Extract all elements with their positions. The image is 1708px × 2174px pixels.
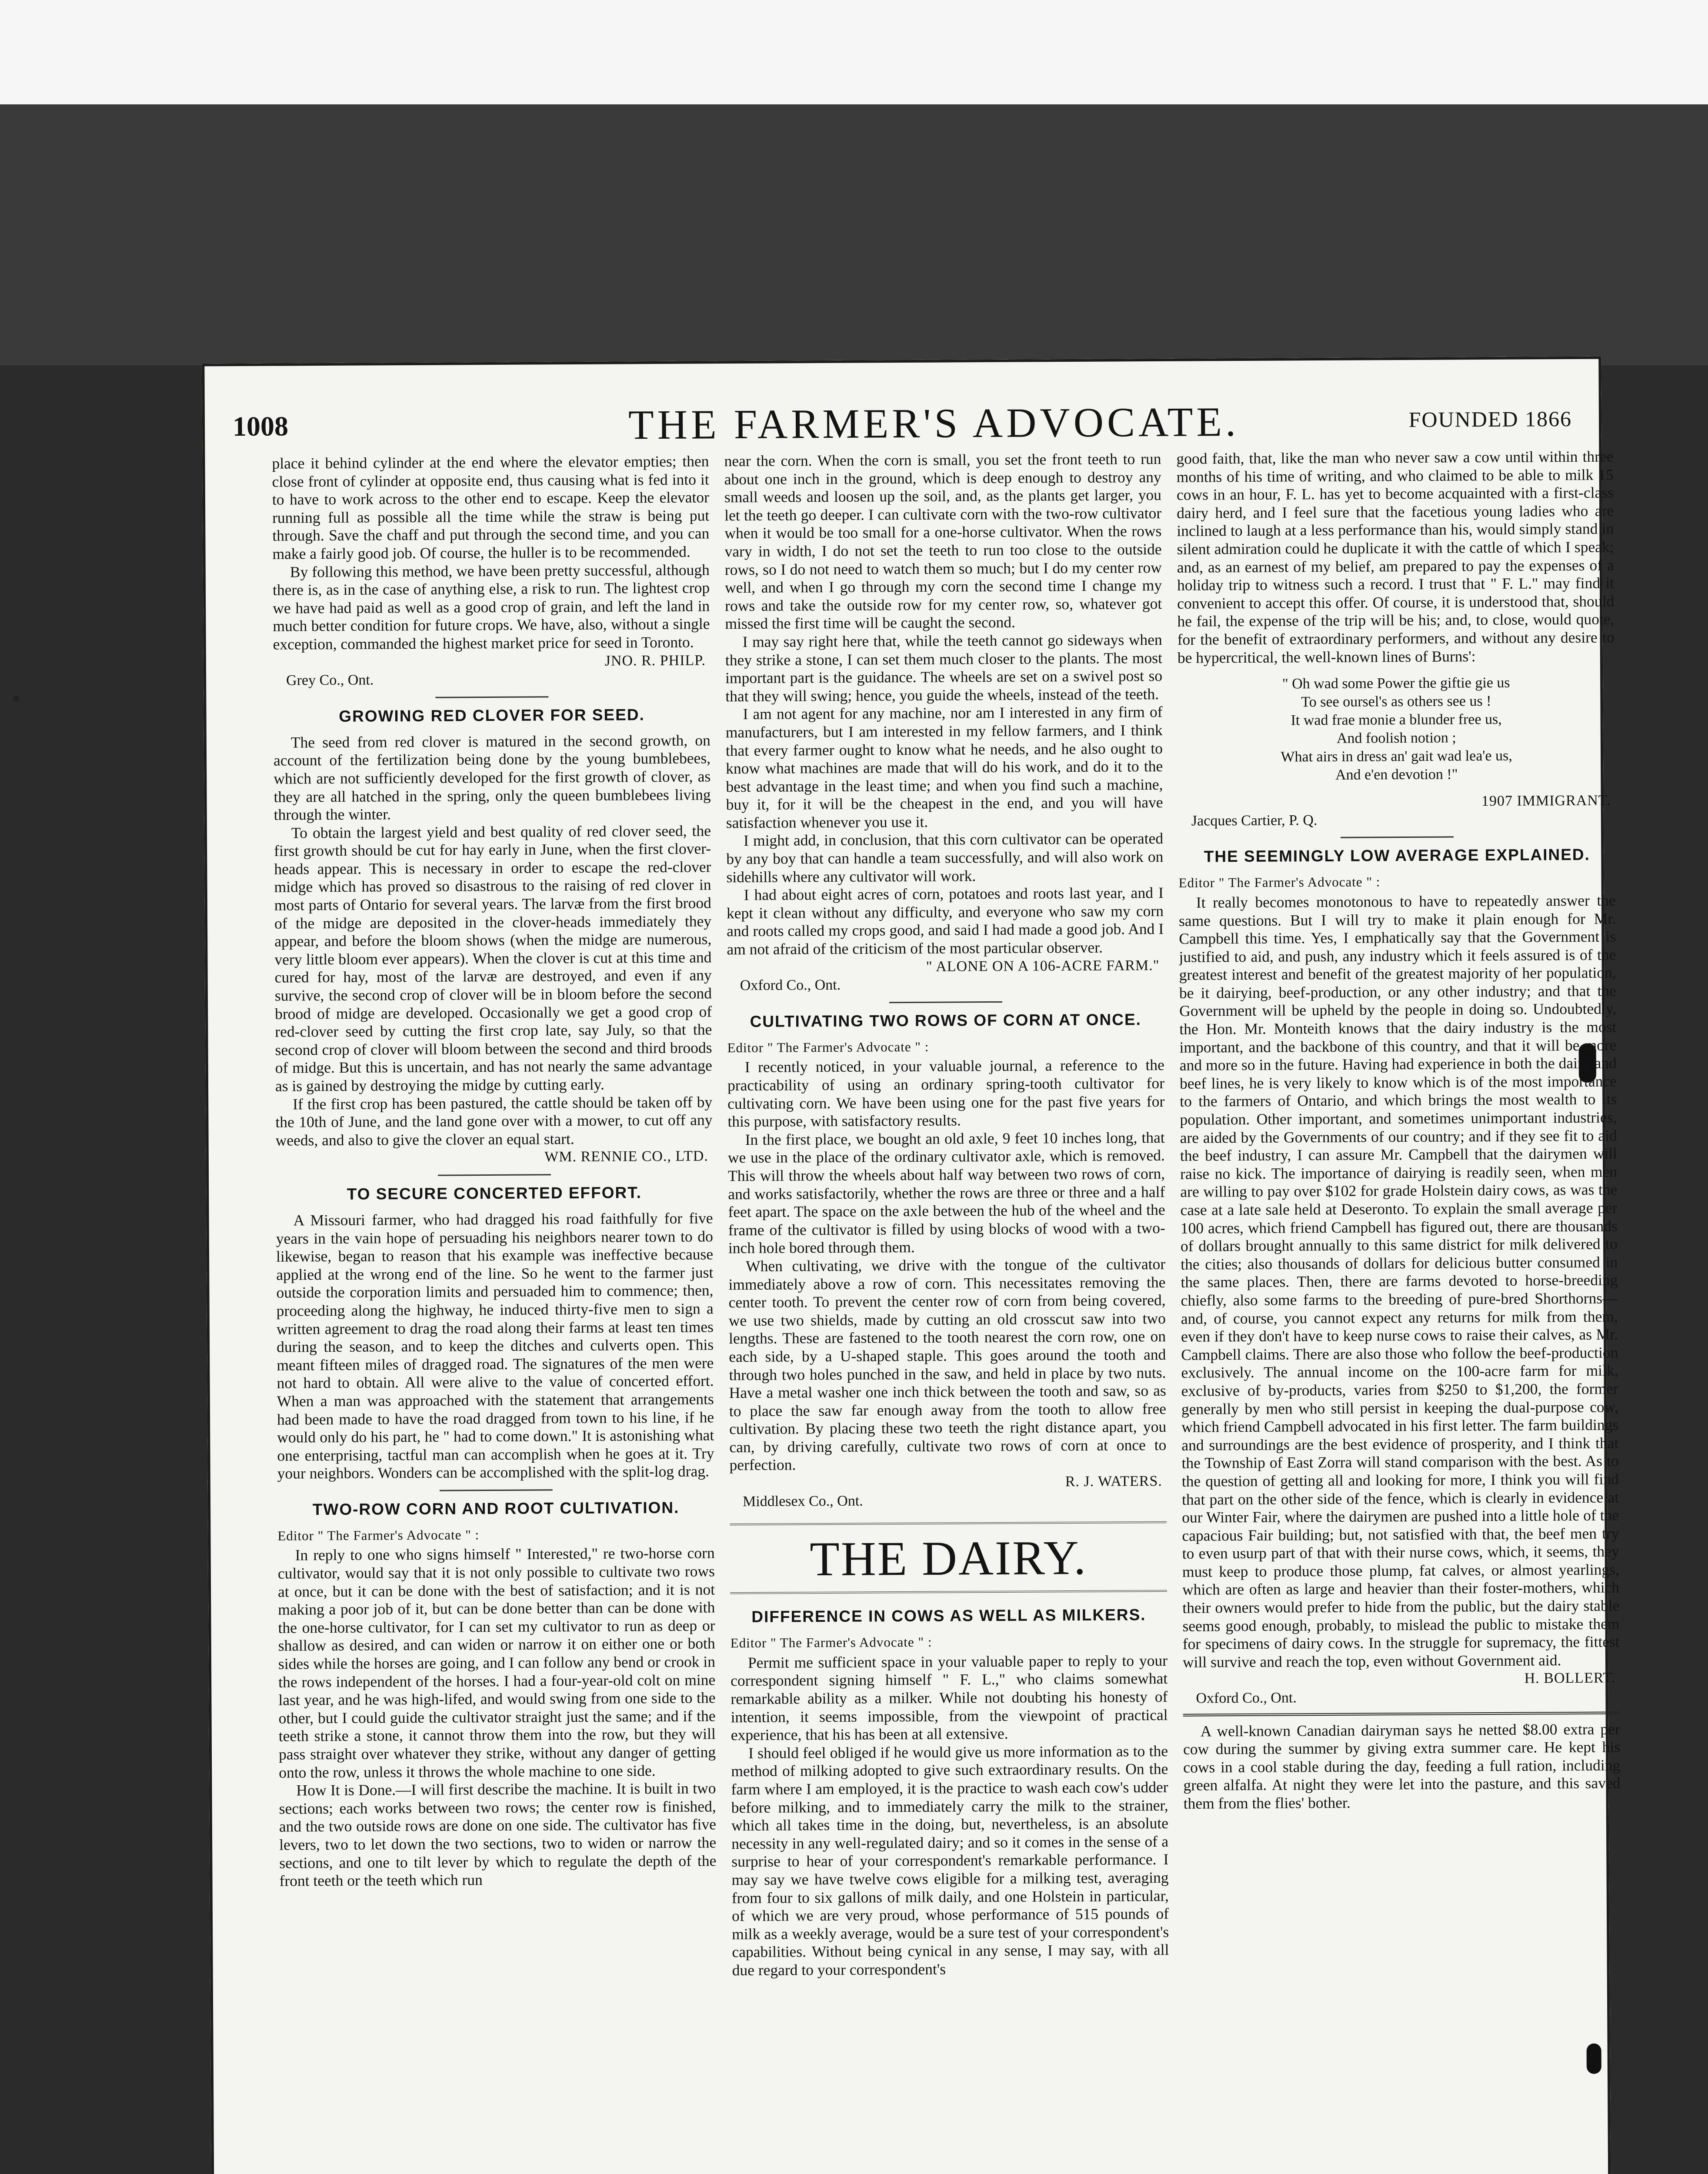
article-paragraph: To obtain the largest yield and best quality of red clover seed, the first growth should be cut for hay early in June, when the first clover-heads appear. This is necessary in order to escape the red-clover midge which has proved so disastrous to the raising of red clover in most parts of Ontario for several years. The larvæ from the first brood of the midge are deposited in the clover-heads immediately they appear, and before the bloom shows (when the midge are numerous, very little bloom ever appears). When the clover is cut at this time and cured for hay, most of the larvæ are destroyed, and even if any survive, the second crop of clover will be in bloom before the second brood of midge are developed. Occasionally we get a good crop of red-clover seed by cutting the first crop late, say July, so that the second crop of clover will bloom between the second and third broods of midge. But this is uncertain, and has not nearly the same advantage as is gained by destroying the midge by cutting early. bbox=[274, 822, 712, 1095]
article-paragraph: good faith, that, like the man who never saw a cow until within three months of his time of writing, and who claimed to be able to milk 15 cows in an hour, F. L. has yet to become acquainted with a first-class dairy herd, and I feel sure that the facetious young ladies who are inclined to laugh at a less performance than his, would simply stand in silent admiration could he duplicate it with the cattle of which I speak; and, as an earnest of my belief, am prepared to pay the expenses of a holiday trip to witness such a record. I trust that " F. L." may find it convenient to accept this offer. Of course, it is understood that, should he fail, the expense of the trip will be his; and, to close, would quote, for the benefit of extraordinary performers, and without any desire to be hypercritical, the well-known lines of Burns': bbox=[1176, 447, 1615, 667]
divider bbox=[889, 1001, 1002, 1003]
place-line: Grey Co., Ont. bbox=[286, 672, 374, 689]
column-1 bbox=[272, 452, 720, 2174]
divider bbox=[438, 1174, 551, 1176]
column-2 bbox=[724, 450, 1172, 2174]
divider bbox=[1341, 837, 1454, 838]
signature: " ALONE ON A 106-ACRE FARM." bbox=[926, 957, 1160, 975]
editor-line: Editor " The Farmer's Advocate " : bbox=[730, 1634, 932, 1651]
article-paragraph: How It is Done.—I will first describe the machine. It is built in two sections; each works between two rows; the center row is finished, and the two outside rows are done on one side. The cultivator has five levers, two to let down the two sections, two to widen or narrow the sections, and one to tilt lever by which to regulate the depth of the front teeth or the teeth which run bbox=[279, 1779, 717, 1890]
divider bbox=[435, 696, 548, 698]
article-paragraph: A Missouri farmer, who had dragged his road faithfully for five years in the vain hope of persuading his neighbors nearer town to do likewise, began to reason that his example was ineffective because applied at the wrong end of the line. So he went to the farmer just outside the corporation limits and persuaded him to commence; then, proceeding along the highway, he induced thirty-five men to sign a written agreement to drag the road along their farms at least ten times during the season, and to keep the ditches and culverts open. This meant fifteen miles of dragged road. The signatures of the men were not hard to obtain. All were alive to the value of concerted effort. When a man was approached with the statement that arrangements had been made to have the road dragged from town to his line, if he would only do his part, he " had to come down." It is astonishing what one enterprising, tactful man can accomplish when he goes at it. Try your neighbors. Wonders can be accomplished with the split-log drag. bbox=[276, 1209, 714, 1482]
article-heading: GROWING RED CLOVER FOR SEED. bbox=[339, 705, 645, 725]
newspaper-page bbox=[202, 357, 1621, 2174]
signature: R. J. WATERS. bbox=[1065, 1473, 1162, 1490]
article-paragraph: In reply to one who signs himself " Interested," re two-horse corn cultivator, would say that it is not only possible to cultivate two rows at once, but it can be done with the best of satisfaction; and it is not making a poor job of it, but can be done better than can be done with the one-horse cultivator, for I can set my cultivator to run as deep or shallow as desired, and can widen or narrow it on either one or both sides while the horses are going, and I can follow any bend or crook in the rows independent of the horses. I had a four-year-old colt on mine last year, and he was high-lifed, and would swing from one side to the other, but I could guide the cultivator straight just the same; and if the teeth strike a stone, it cannot throw them into the row, but they will pass straight over whatever they strike, without any danger of getting onto the row, unless it throws the whole machine to one side. bbox=[277, 1544, 716, 1781]
article-paragraph: If the first crop has been pastured, the cattle should be taken off by the 10th of June, and the land gone over with a mower, to cut off any weeds, and also to give the clover an equal start. bbox=[275, 1093, 713, 1149]
editor-line: Editor " The Farmer's Advocate " : bbox=[277, 1527, 480, 1544]
article-paragraph: Permit me sufficient space in your valuable paper to reply to your correspondent signing himself " F. L.," who claims somewhat remarkable ability as a milker. While not doubting his honesty of intention, it seems impossible, from the viewpoint of practical experience, that his has been at all extensive. bbox=[731, 1651, 1168, 1744]
signature: H. BOLLERT. bbox=[1524, 1670, 1616, 1687]
page-header bbox=[224, 387, 1581, 450]
editor-line: Editor " The Farmer's Advocate " : bbox=[727, 1039, 929, 1055]
place-line: Oxford Co., Ont. bbox=[740, 977, 841, 994]
place-line: Jacques Cartier, P. Q. bbox=[1191, 812, 1318, 829]
poem: " Oh wad some Power the giftie gie us To see oursel's as others see us ! It wad frae monie a blunder free us, And foolish notion ; What airs in dress an' gait wad lea'e us, And e'en devotion !" bbox=[1281, 674, 1512, 783]
place-line: Middlesex Co., Ont. bbox=[742, 1493, 863, 1510]
article-paragraph: By following this method, we have been pretty successful, although there is, as in the case of anything else, a risk to run. The lightest crop we have had paid as well as a good crop of grain, and left the land in much better condition for future crops. We have, also, without a single exception, commanded the highest market price for seed in Toronto. bbox=[272, 560, 710, 653]
divider bbox=[439, 1489, 552, 1491]
divider bbox=[1183, 1711, 1620, 1716]
column-3 bbox=[1176, 447, 1625, 2174]
article-paragraph: near the corn. When the corn is small, you set the front teeth to run about one inch in the ground, which is deep enough to destroy any small weeds and loosen up the soil, and, as the plants get larger, you let the teeth go deeper. I can cultivate corn with the two-row cultivator when it would be too small for a one-horse cultivator. When the rows vary in width, I do not set the teeth to run too close to the outside rows, so I do not need to watch them so much; but I do my center row well, and when I go through my corn the second time I change my rows and take the outside row for my center row, so, whatever got missed the first time will be caught the second. bbox=[724, 450, 1162, 633]
scan-dark-strip bbox=[0, 104, 1708, 365]
article-paragraph: I should feel obliged if he would give us more information as to the method of milking adopted to give such extraordinary results. On the farm where I am employed, it is the practice to wash each cow's udder before milking, and to immediately carry the milk to the strainer, which all takes time in the doing, but, nevertheless, is an absolute necessity in any well-regulated dairy; and so it comes in the sense of a surprise to hear of your correspondent's remarkable performance. I may say we have twelve cows eligible for a milking test, averaging from four to six gallons of milk daily, and one Holstein in particular, of which we are very proud, whose performance of 515 pounds of milk as a weekly average, would be a sure test of your correspondent's capabilities. Without being cynical in any sense, I may say, with all due regard to your correspondent's bbox=[731, 1742, 1169, 1979]
founded-note: FOUNDED 1866 bbox=[1408, 406, 1572, 432]
signature: 1907 IMMIGRANT. bbox=[1481, 792, 1611, 810]
masthead: THE FARMER'S ADVOCATE. bbox=[628, 398, 1240, 448]
scan-speck bbox=[13, 696, 19, 702]
article-paragraph: I recently noticed, in your valuable journal, a reference to the practicability of using an ordinary spring-tooth cultivator for cultivating corn. We have been using one for the past five years for this purpose, with satisfactory results. bbox=[727, 1056, 1165, 1130]
article-paragraph: I am not agent for any machine, nor am I interested in any firm of manufacturers, but I am interested in my fellow farmers, and I think that every farmer ought to know what he needs, and he also ought to know what machines are made that will do his work, and do it to the best advantage in the least time; and when you find such a machine, buy it, for it will be the cheapest in the end, and you will have satisfaction whenever you use it. bbox=[725, 703, 1163, 832]
article-paragraph: It really becomes monotonous to have to repeatedly answer the same questions. But I will try to make it plain enough for Mr. Campbell this time. Yes, I emphatically say that the Government is justified to aid, and push, any industry which it feels assured is of the greatest interest and benefit of the greatest majority of her population, be it dairying, beef-production, or any other industry; and that the Government will be upheld by the people in doing so. Undoubtedly, the Hon. Mr. Monteith knows that the dairy industry is the most important, and the backbone of this country, and that it will be more and more so in the future. Having had experience in both the dairy and beef lines, he is very likely to know which is of the most importance to the farmers of Ontario, and which brings the most wealth to its population. Other important, and sometimes unimportant industries, are aided by the Governments of our country; and if they see fit to aid the beef industry, I can assure Mr. Campbell that the dairymen will raise no kick. The importance of dairying is readily seen, when men are willing to pay over $102 for grade Holstein dairy cows, as was the case at a late sale held at Deseronto. To explain the small average per 100 acres, which friend Campbell has figured out, there are thousands of dollars brought annually to this same district for milk delivered to the cities; also thousands of dollars for delicious butter consumed in the same places. Then, there are farms devoted to horse-breeding chiefly, also some farms to the breeding of pure-bred Shorthorns—and, of course, you cannot expect any returns for milk from them, even if they don't have to keep nurse cows to raise their calves, as Mr. Campbell claims. There are also those who follow the beef-production exclusively. The annual income on the 100-acre farm for milk, exclusive of by-products, varies from $250 to $1,200, the former generally by men who still persist in keeping the dual-purpose cow, which friend Campbell advocated in his first letter. The farm buildings and surroundings are the best evidence of prosperity, and I think that the Township of East Zorra will stand comparison with the best. As to the question of getting all and looking for more, I think you will find that part on the other side of the fence, which is clearly in evidence at our Winter Fair, where the dairymen are pushed into a little hole of the capacious Fair building; but, not satisfied with that, the beef men try to even usurp part of that with their nurse cows, which, it seems, they must keep to produce those plump, fat calves, or almost yearlings, which are often as large and heavier than their foster-mothers, which their owners would prefer to hide from the public, but the dairy stable seems good enough, probably, to mislead the public to mistake them for specimens of dairy cows. In the struggle for supremacy, the fittest will survive and reach the top, even without Government aid. bbox=[1178, 891, 1620, 1671]
article-heading: TWO-ROW CORN AND ROOT CULTIVATION. bbox=[312, 1498, 680, 1519]
article-paragraph: I might add, in conclusion, that this corn cultivator can be operated by any boy that can handle a team successfully, and will also work on sidehills where any cultivator will work. bbox=[726, 830, 1164, 886]
article-heading: TO SECURE CONCERTED EFFORT. bbox=[347, 1184, 642, 1203]
signature: WM. RENNIE CO., LTD. bbox=[544, 1148, 708, 1165]
article-paragraph: place it behind cylinder at the end where the elevator empties; then close front of cylinder at opposite end, thus causing what is fed into it to have to work across to the other end to escape. Keep the elevator running full as possible all the time while the straw is being put through. Save the chaff and put through the second time, and you can make a fairly good job. Of course, the huller is to be recommended. bbox=[272, 452, 710, 563]
place-line: Oxford Co., Ont. bbox=[1196, 1690, 1297, 1707]
scan-top-margin bbox=[0, 0, 1708, 104]
article-paragraph: The seed from red clover is matured in the second growth, on account of the fertilization being done by the young bumblebees, which are not sufficiently developed for the first growth of clover, as they are all hatched in the spring, only the queen bumblebees living through the winter. bbox=[273, 731, 711, 824]
article-paragraph: In the first place, we bought an old axle, 9 feet 10 inches long, that we use in the place of the ordinary cultivator axle, which is removed. This will throw the wheels about half way between two rows of corn, and works satisfactorily, whether the rows are three or three and a half feet apart. The space on the axle between the hub of the wheel and the frame of the cultivator is filled by using blocks of wood with a two-inch hole bored through them. bbox=[727, 1128, 1165, 1257]
article-heading: DIFFERENCE IN COWS AS WELL AS MILKERS. bbox=[751, 1606, 1146, 1626]
article-paragraph: I may say right here that, while the teeth cannot go sideways when they strike a stone, I can set them much closer to the plants. The most important part is the guidance. The wheels are set on a swivel post so that they will swing; hence, you guide the wheels, instead of the teeth. bbox=[725, 630, 1163, 705]
article-heading: CULTIVATING TWO ROWS OF CORN AT ONCE. bbox=[750, 1010, 1141, 1030]
page-number: 1008 bbox=[232, 410, 289, 442]
editor-line: Editor " The Farmer's Advocate " : bbox=[1178, 874, 1381, 891]
article-paragraph: A well-known Canadian dairyman says he netted $8.00 extra per cow during the summer by giving extra summer care. He kept his cows in a cool stable during the day, feeding a full ration, including green alfalfa. At night they were let into the pasture, and this saved them from the flies' bother. bbox=[1183, 1720, 1621, 1812]
article-heading: THE SEEMINGLY LOW AVERAGE EXPLAINED. bbox=[1204, 846, 1590, 866]
signature: JNO. R. PHILP. bbox=[604, 652, 706, 669]
article-paragraph: I had about eight acres of corn, potatoes and roots last year, and I kept it clean without any difficulty, and everyone who saw my corn and roots called my crops good, and said I had made a good job. And I am not afraid of the criticism of the most particular observer. bbox=[726, 884, 1164, 958]
section-banner: THE DAIRY. bbox=[730, 1521, 1167, 1594]
article-paragraph: When cultivating, we drive with the tongue of the cultivator immediately above a row of corn. This necessitates removing the center tooth. To prevent the center row of corn from being covered, we use two shields, made by cutting an old crosscut saw into two lengths. These are fastened to the tooth nearest the corn row, one on each side, by a U-shaped staple. This goes around the tooth and through two holes punched in the saw, and held in place by two nuts. Have a metal washer one inch thick between the tooth and saw, so as to place the saw far enough away from the tooth to allow free cultivation. By placing these two teeth the right distance apart, you can, by driving carefully, cultivate two rows of corn at once to perfection. bbox=[728, 1255, 1167, 1474]
